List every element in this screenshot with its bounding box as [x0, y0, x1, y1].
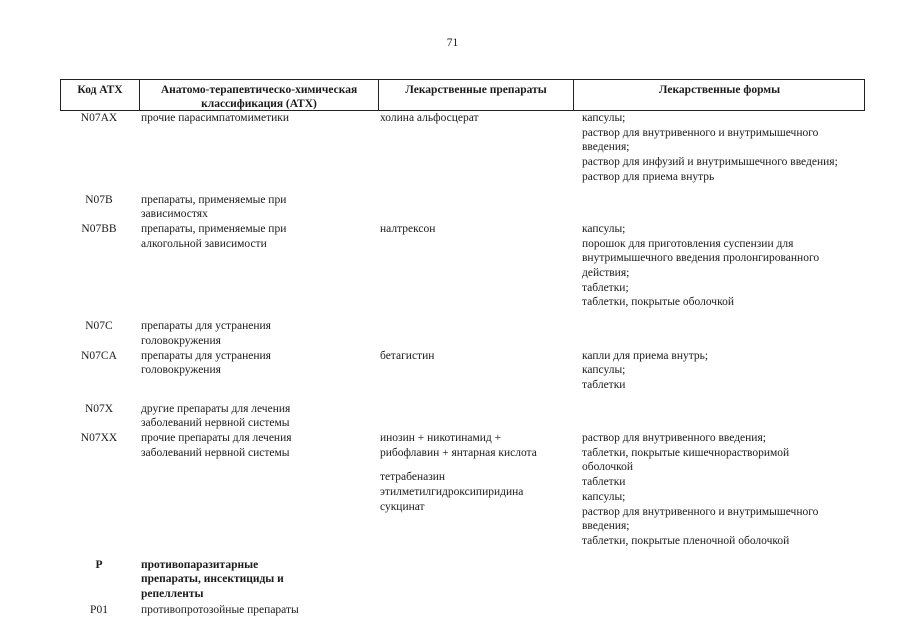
table-row	[60, 193, 865, 222]
atc-classification: препараты для устранения головокружения	[141, 349, 271, 377]
table-row	[60, 603, 865, 618]
dosage-form: капсулы;	[582, 222, 626, 235]
table-row	[60, 402, 865, 431]
dosage-form: порошок для приготовления суспензии для внутримышечного введения пролонгированного действия;	[582, 237, 820, 280]
atc-classification: прочие парасимпатомиметики	[141, 112, 290, 124]
dosage-form: капсулы;	[582, 112, 626, 124]
atc-code: P	[95, 558, 103, 571]
atc-code: P01	[90, 603, 108, 616]
table-row	[60, 431, 865, 549]
header-forms: Лекарственные формы	[573, 80, 865, 110]
atc-code: N07XX	[80, 432, 118, 445]
dosage-form: введения;	[582, 520, 630, 533]
drug-name: бетагистин	[380, 349, 435, 362]
atc-code: N07C	[85, 320, 113, 333]
header-classification: Анатомо-терапевтическо-химическая классификация (АТХ)	[139, 80, 378, 110]
atc-classification: противопаразитарные препараты, инсектициды и репелленты	[141, 558, 284, 601]
atc-classification: препараты для устранения головокружения	[141, 320, 271, 347]
dosage-form: таблетки;	[582, 281, 629, 294]
atc-code: N07AX	[80, 112, 118, 124]
atc-classification: другие препараты для лечения заболеваний нервной системы	[141, 402, 291, 430]
table-row	[60, 319, 865, 348]
page-number: 71	[446, 37, 459, 49]
table-row	[60, 111, 865, 185]
atc-code: N07X	[84, 402, 114, 415]
dosage-form: таблетки, покрытые кишечнорастворимой	[582, 446, 790, 459]
atc-classification: прочие препараты для лечения заболеваний нервной системы	[141, 432, 292, 459]
table-row	[60, 558, 865, 602]
dosage-form: раствор для инфузий и внутримышечного введения;	[582, 156, 838, 169]
dosage-form: таблетки	[582, 476, 626, 489]
dosage-form: оболочкой	[582, 461, 634, 474]
drug-name: тетрабеназин этилметилгидроксипиридина сукцинат	[380, 471, 524, 513]
atc-classification: препараты, применяемые при зависимостях	[141, 193, 287, 221]
drug-name: инозин + никотинамид + рибофлавин + янтарная кислота	[380, 432, 537, 459]
atc-code: N07B	[85, 193, 113, 206]
drug-name: налтрексон	[380, 222, 436, 235]
dosage-form: капли для приема внутрь;	[582, 349, 709, 362]
atc-code: N07CA	[81, 349, 117, 362]
header-code: Код АТХ	[77, 84, 123, 96]
atc-code: N07BB	[81, 222, 117, 235]
header-drugs: Лекарственные препараты	[378, 80, 573, 110]
dosage-form: капсулы;	[582, 490, 626, 503]
dosage-form: раствор для приема внутрь	[582, 170, 715, 183]
table-row	[60, 349, 865, 393]
dosage-form: капсулы;	[582, 364, 626, 377]
dosage-form: раствор для внутривенного и внутримышечного	[582, 505, 819, 518]
dosage-form: таблетки, покрытые пленочной оболочкой	[582, 534, 790, 547]
dosage-form: раствор для внутривенного и внутримышечного введения;	[582, 126, 819, 154]
dosage-form: раствор для внутривенного введения;	[582, 432, 766, 445]
table-body	[60, 111, 865, 618]
dosage-form: таблетки, покрытые оболочкой	[582, 296, 734, 309]
drug-name: холина альфосцерат	[380, 112, 479, 124]
table-row	[60, 222, 865, 310]
atc-classification: препараты, применяемые при алкогольной зависимости	[141, 222, 287, 250]
dosage-form: таблетки	[582, 378, 626, 391]
atc-classification: противопротозойные препараты	[141, 603, 299, 616]
table-header	[60, 79, 865, 111]
